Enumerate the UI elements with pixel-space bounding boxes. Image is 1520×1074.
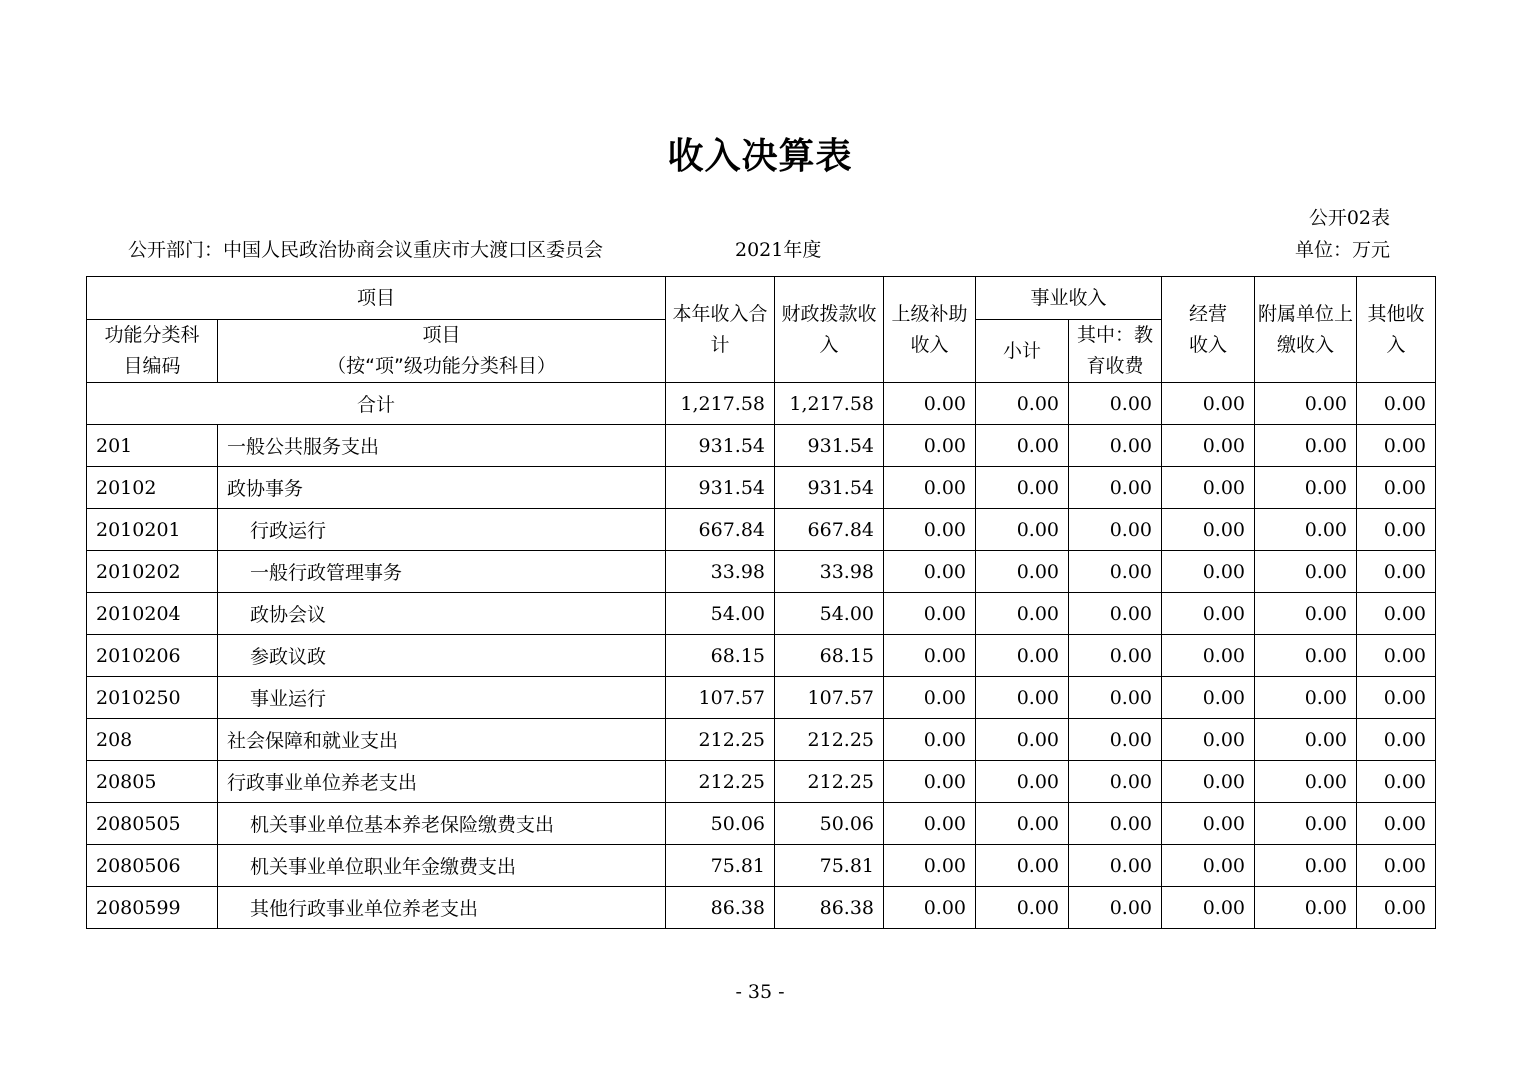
row-value: 0.00	[884, 425, 976, 467]
row-value: 0.00	[1162, 803, 1255, 845]
row-value: 0.00	[884, 887, 976, 929]
row-name: 事业运行	[218, 677, 666, 719]
header-item-group: 项目	[87, 277, 666, 320]
row-code: 20805	[87, 761, 218, 803]
row-value: 0.00	[1162, 845, 1255, 887]
row-value: 0.00	[884, 467, 976, 509]
row-name: 机关事业单位职业年金缴费支出	[218, 845, 666, 887]
row-value: 0.00	[1255, 467, 1357, 509]
row-name: 政协事务	[218, 467, 666, 509]
row-value: 0.00	[976, 551, 1069, 593]
row-name: 其他行政事业单位养老支出	[218, 887, 666, 929]
row-value: 0.00	[884, 803, 976, 845]
row-value: 0.00	[1069, 593, 1162, 635]
department-label: 公开部门：中国人民政治协商会议重庆市大渡口区委员会	[128, 239, 604, 261]
row-value: 931.54	[775, 467, 884, 509]
total-value: 0.00	[1255, 383, 1357, 425]
header-operating: 经营收入	[1162, 277, 1255, 383]
row-code: 2010206	[87, 635, 218, 677]
row-value: 0.00	[1162, 593, 1255, 635]
row-value: 33.98	[666, 551, 775, 593]
total-row	[87, 383, 1436, 425]
header-item	[218, 320, 666, 383]
row-value: 0.00	[1357, 719, 1436, 761]
row-value: 0.00	[884, 761, 976, 803]
table-row	[87, 467, 1436, 509]
row-value: 0.00	[1255, 635, 1357, 677]
row-value: 0.00	[1162, 467, 1255, 509]
total-value: 0.00	[976, 383, 1069, 425]
header-item-label: 项目	[422, 324, 461, 346]
row-code: 2080505	[87, 803, 218, 845]
table-row	[87, 635, 1436, 677]
row-value: 0.00	[1357, 635, 1436, 677]
row-name: 行政事业单位养老支出	[218, 761, 666, 803]
table-row	[87, 845, 1436, 887]
row-value: 0.00	[976, 719, 1069, 761]
row-value: 931.54	[666, 425, 775, 467]
row-name: 一般行政管理事务	[218, 551, 666, 593]
row-value: 50.06	[775, 803, 884, 845]
row-value: 0.00	[1357, 761, 1436, 803]
row-value: 0.00	[1162, 677, 1255, 719]
total-label: 合计	[87, 383, 666, 425]
row-value: 0.00	[1069, 845, 1162, 887]
row-value: 0.00	[884, 719, 976, 761]
header-code: 功能分类科目编码	[87, 320, 218, 383]
row-value: 0.00	[1357, 467, 1436, 509]
row-value: 0.00	[976, 509, 1069, 551]
table-row	[87, 677, 1436, 719]
row-value: 212.25	[666, 719, 775, 761]
row-value: 0.00	[884, 593, 976, 635]
row-name: 政协会议	[218, 593, 666, 635]
row-value: 212.25	[775, 761, 884, 803]
row-value: 0.00	[1162, 635, 1255, 677]
row-value: 0.00	[884, 845, 976, 887]
table-row	[87, 551, 1436, 593]
row-value: 86.38	[775, 887, 884, 929]
header-education: 其中：教育收费	[1069, 320, 1162, 383]
row-value: 0.00	[976, 467, 1069, 509]
page-number: - 35 -	[735, 981, 785, 1003]
row-value: 0.00	[1069, 719, 1162, 761]
row-value: 667.84	[775, 509, 884, 551]
form-number: 公开02表	[1308, 207, 1390, 229]
row-value: 0.00	[1069, 635, 1162, 677]
row-value: 0.00	[1357, 845, 1436, 887]
row-value: 0.00	[1069, 509, 1162, 551]
row-value: 0.00	[1162, 887, 1255, 929]
row-value: 0.00	[1255, 509, 1357, 551]
header-superior-subsidy: 上级补助收入	[884, 277, 976, 383]
row-code: 20102	[87, 467, 218, 509]
row-value: 0.00	[1069, 551, 1162, 593]
row-value: 75.81	[666, 845, 775, 887]
header-affiliated: 附属单位上缴收入	[1255, 277, 1357, 383]
total-value: 1,217.58	[666, 383, 775, 425]
row-value: 0.00	[884, 551, 976, 593]
table-row	[87, 509, 1436, 551]
header-business-group: 事业收入	[976, 277, 1162, 320]
row-value: 0.00	[1069, 677, 1162, 719]
row-value: 68.15	[666, 635, 775, 677]
table-row	[87, 593, 1436, 635]
row-value: 0.00	[1357, 425, 1436, 467]
row-value: 0.00	[1069, 761, 1162, 803]
row-value: 54.00	[666, 593, 775, 635]
row-code: 2010201	[87, 509, 218, 551]
income-statement-table	[86, 276, 1436, 929]
total-value: 0.00	[1069, 383, 1162, 425]
row-value: 0.00	[1255, 803, 1357, 845]
unit-label: 单位：万元	[1294, 239, 1390, 261]
total-value: 0.00	[1357, 383, 1436, 425]
row-name: 行政运行	[218, 509, 666, 551]
row-value: 0.00	[976, 593, 1069, 635]
row-value: 0.00	[1069, 803, 1162, 845]
row-value: 54.00	[775, 593, 884, 635]
row-value: 0.00	[1255, 761, 1357, 803]
row-value: 0.00	[1255, 887, 1357, 929]
header-total-income: 本年收入合计	[666, 277, 775, 383]
row-value: 0.00	[976, 677, 1069, 719]
row-value: 33.98	[775, 551, 884, 593]
row-value: 0.00	[1162, 551, 1255, 593]
row-value: 0.00	[1255, 551, 1357, 593]
row-value: 931.54	[775, 425, 884, 467]
row-value: 107.57	[775, 677, 884, 719]
header-item-note: （按“项”级功能分类科目）	[327, 355, 556, 377]
total-value: 0.00	[884, 383, 976, 425]
total-value: 1,217.58	[775, 383, 884, 425]
row-value: 0.00	[1162, 761, 1255, 803]
table-row	[87, 803, 1436, 845]
row-value: 0.00	[1357, 677, 1436, 719]
header-fiscal: 财政拨款收入	[775, 277, 884, 383]
row-value: 0.00	[1357, 887, 1436, 929]
row-value: 0.00	[976, 635, 1069, 677]
row-value: 212.25	[775, 719, 884, 761]
row-value: 0.00	[1069, 425, 1162, 467]
row-value: 0.00	[884, 677, 976, 719]
row-value: 0.00	[1357, 803, 1436, 845]
row-value: 0.00	[1162, 509, 1255, 551]
fiscal-year: 2021年度	[735, 239, 822, 261]
row-value: 0.00	[1255, 719, 1357, 761]
row-value: 0.00	[1162, 719, 1255, 761]
row-value: 0.00	[1255, 593, 1357, 635]
row-value: 68.15	[775, 635, 884, 677]
row-value: 0.00	[976, 425, 1069, 467]
table-row	[87, 719, 1436, 761]
table-row	[87, 887, 1436, 929]
row-code: 201	[87, 425, 218, 467]
header-other: 其他收入	[1357, 277, 1436, 383]
row-value: 931.54	[666, 467, 775, 509]
row-value: 0.00	[1069, 467, 1162, 509]
row-value: 0.00	[1255, 425, 1357, 467]
row-value: 667.84	[666, 509, 775, 551]
row-value: 0.00	[976, 761, 1069, 803]
row-value: 0.00	[976, 845, 1069, 887]
row-value: 107.57	[666, 677, 775, 719]
row-value: 212.25	[666, 761, 775, 803]
header-subtotal: 小计	[976, 320, 1069, 383]
table-row	[87, 761, 1436, 803]
total-value: 0.00	[1162, 383, 1255, 425]
row-value: 0.00	[976, 803, 1069, 845]
row-value: 75.81	[775, 845, 884, 887]
row-value: 0.00	[1255, 677, 1357, 719]
row-value: 0.00	[1069, 887, 1162, 929]
page-title: 收入决算表	[667, 136, 853, 177]
row-code: 2010204	[87, 593, 218, 635]
row-value: 0.00	[1357, 593, 1436, 635]
row-name: 机关事业单位基本养老保险缴费支出	[218, 803, 666, 845]
row-code: 2010202	[87, 551, 218, 593]
row-value: 0.00	[884, 509, 976, 551]
row-value: 50.06	[666, 803, 775, 845]
row-value: 0.00	[1162, 425, 1255, 467]
row-name: 参政议政	[218, 635, 666, 677]
row-value: 0.00	[976, 887, 1069, 929]
row-value: 0.00	[1357, 551, 1436, 593]
row-code: 2010250	[87, 677, 218, 719]
table-row	[87, 425, 1436, 467]
row-value: 0.00	[884, 635, 976, 677]
row-code: 2080506	[87, 845, 218, 887]
row-code: 208	[87, 719, 218, 761]
row-code: 2080599	[87, 887, 218, 929]
row-name: 社会保障和就业支出	[218, 719, 666, 761]
row-value: 0.00	[1357, 509, 1436, 551]
row-name: 一般公共服务支出	[218, 425, 666, 467]
row-value: 86.38	[666, 887, 775, 929]
row-value: 0.00	[1255, 845, 1357, 887]
